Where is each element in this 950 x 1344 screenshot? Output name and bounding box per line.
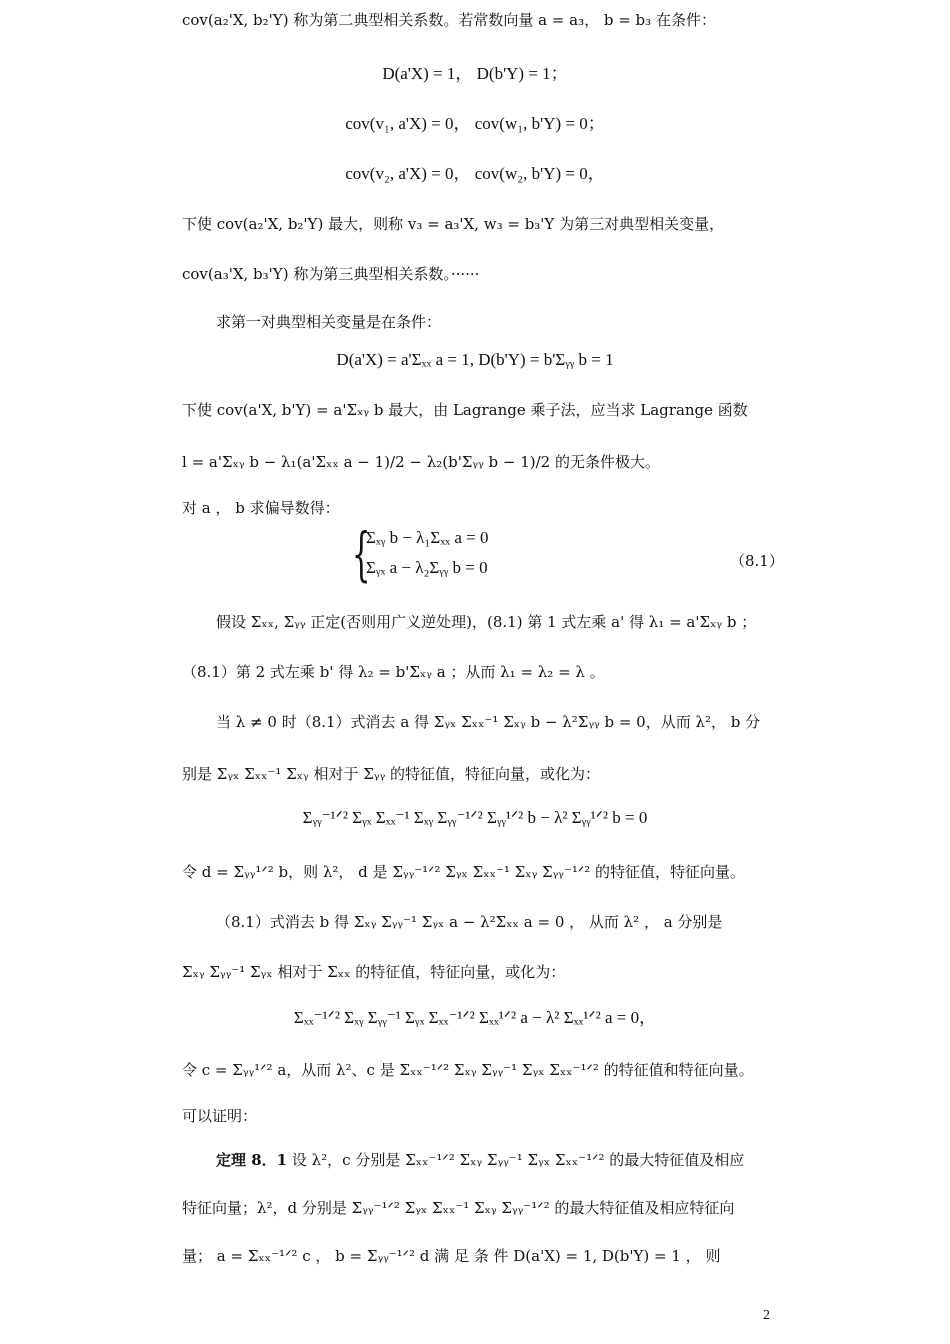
equation-variance-constraints: D(a'X) = 1， D(b'Y) = 1； [382, 64, 568, 83]
equation-covariance-constraints-2: cov(v₂, a'X) = 0， cov(w₂, b'Y) = 0， [345, 164, 605, 183]
equation-symmetrized-a: Σₓₓ⁻¹ᐟ² Σₓᵧ Σᵧᵧ⁻¹ Σᵧₓ Σₓₓ⁻¹ᐟ² Σₓₓ¹ᐟ² a − λ² Σₓₓ¹ᐟ² a = 0， [293, 1008, 657, 1027]
text-line-lagrange-intro: 下使 cov(a'X, b'Y) = a'Σₓᵧ b 最大，由 Lagrange 乘子法，应当求 Lagrange 函数 [182, 401, 748, 419]
text-line-positive-definite: 假设 Σₓₓ, Σᵧᵧ 正定(否则用广义逆处理)，(8.1) 第 1 式左乘 a' 得 λ₁ = a'Σₓᵧ b ； [216, 613, 757, 631]
equation-system-row-2: Σᵧₓ a − λ₂Σᵧᵧ b = 0 [366, 558, 488, 577]
equation-system-8-1 [352, 520, 532, 588]
text-line-eigen-relative-x: Σₓᵧ Σᵧᵧ⁻¹ Σᵧₓ 相对于 Σₓₓ 的特征值，特征向量，或化为： [182, 963, 566, 981]
theorem-text-1: 设 λ²，c 分别是 Σₓₓ⁻¹ᐟ² Σₓᵧ Σᵧᵧ⁻¹ Σᵧₓ Σₓₓ⁻¹ᐟ² 的最大特征值及相应 [291, 1151, 745, 1169]
text-line-lambda-equal: （8.1）第 2 式左乘 b' 得 λ₂ = b'Σₓᵧ a ；从而 λ₁ = λ₂ = λ 。 [182, 663, 605, 681]
text-line-lagrange-function: l = a'Σₓᵧ b − λ₁(a'Σₓₓ a − 1)/2 − λ₂(b'Σᵧᵧ b − 1)/2 的无条件极大。 [182, 453, 660, 471]
text-line-first-pair-condition: 求第一对典型相关变量是在条件： [216, 313, 442, 331]
equation-number: （8.1） [730, 552, 784, 570]
text-line-eliminate-a: 当 λ ≠ 0 时（8.1）式消去 a 得 Σᵧₓ Σₓₓ⁻¹ Σₓᵧ b − λ²Σᵧᵧ b = 0，从而 λ²， b 分 [216, 713, 761, 731]
text-line-third-coefficient: cov(a₃'X, b₃'Y) 称为第三典型相关系数。······ [182, 265, 480, 283]
theorem-label: 定理 8．1 [216, 1151, 288, 1169]
text-line-define-d: 令 d = Σᵧᵧ¹ᐟ² b，则 λ²， d 是 Σᵧᵧ⁻¹ᐟ² Σᵧₓ Σₓₓ⁻¹ Σₓᵧ Σᵧᵧ⁻¹ᐟ² 的特征值，特征向量。 [182, 863, 746, 881]
text-line-third-canonical-variables: 下使 cov(a₂'X, b₂'Y) 最大，则称 v₃ = a₃'X, w₃ = b₃'Y 为第三对典型相关变量， [182, 215, 725, 233]
theorem-line-1 [216, 1148, 744, 1172]
theorem-line-2: 特征向量；λ²，d 分别是 Σᵧᵧ⁻¹ᐟ² Σᵧₓ Σₓₓ⁻¹ Σₓᵧ Σᵧᵧ⁻¹ᐟ² 的最大特征值及相应特征向 [182, 1199, 735, 1217]
page-number: 2 [763, 1308, 770, 1323]
equation-covariance-constraints-1: cov(v₁, a'X) = 0， cov(w₁, b'Y) = 0； [345, 114, 605, 133]
equation-system-row-1: Σₓᵧ b − λ₁Σₓₓ a = 0 [366, 528, 489, 547]
text-line-partial-derivatives: 对 a ， b 求偏导数得： [182, 499, 340, 517]
equation-normalization: D(a'X) = a'Σₓₓ a = 1, D(b'Y) = b'Σᵧᵧ b = 1 [336, 350, 614, 369]
theorem-line-3: 量； a = Σₓₓ⁻¹ᐟ² c ， b = Σᵧᵧ⁻¹ᐟ² d 满 足 条 件 D(a'X) = 1, D(b'Y) = 1 ， 则 [182, 1247, 721, 1265]
left-brace-icon: { [352, 520, 371, 588]
text-line-define-c: 令 c = Σᵧᵧ¹ᐟ² a，从而 λ²、c 是 Σₓₓ⁻¹ᐟ² Σₓᵧ Σᵧᵧ⁻¹ Σᵧₓ Σₓₓ⁻¹ᐟ² 的特征值和特征向量。 [182, 1061, 754, 1079]
text-line-eigen-relative: 别是 Σᵧₓ Σₓₓ⁻¹ Σₓᵧ 相对于 Σᵧᵧ 的特征值，特征向量，或化为： [182, 765, 600, 783]
text-line-can-prove: 可以证明： [182, 1107, 258, 1125]
equation-symmetrized-b: Σᵧᵧ⁻¹ᐟ² Σᵧₓ Σₓₓ⁻¹ Σₓᵧ Σᵧᵧ⁻¹ᐟ² Σᵧᵧ¹ᐟ² b − λ² Σᵧᵧ¹ᐟ² b = 0 [302, 808, 648, 827]
text-line-definition-second-coefficient: cov(a₂'X, b₂'Y) 称为第二典型相关系数。若常数向量 a = a₃， b = b₃ 在条件： [182, 11, 716, 29]
text-line-eliminate-b: （8.1）式消去 b 得 Σₓᵧ Σᵧᵧ⁻¹ Σᵧₓ a − λ²Σₓₓ a = 0 ， 从而 λ² ， a 分别是 [216, 913, 723, 931]
